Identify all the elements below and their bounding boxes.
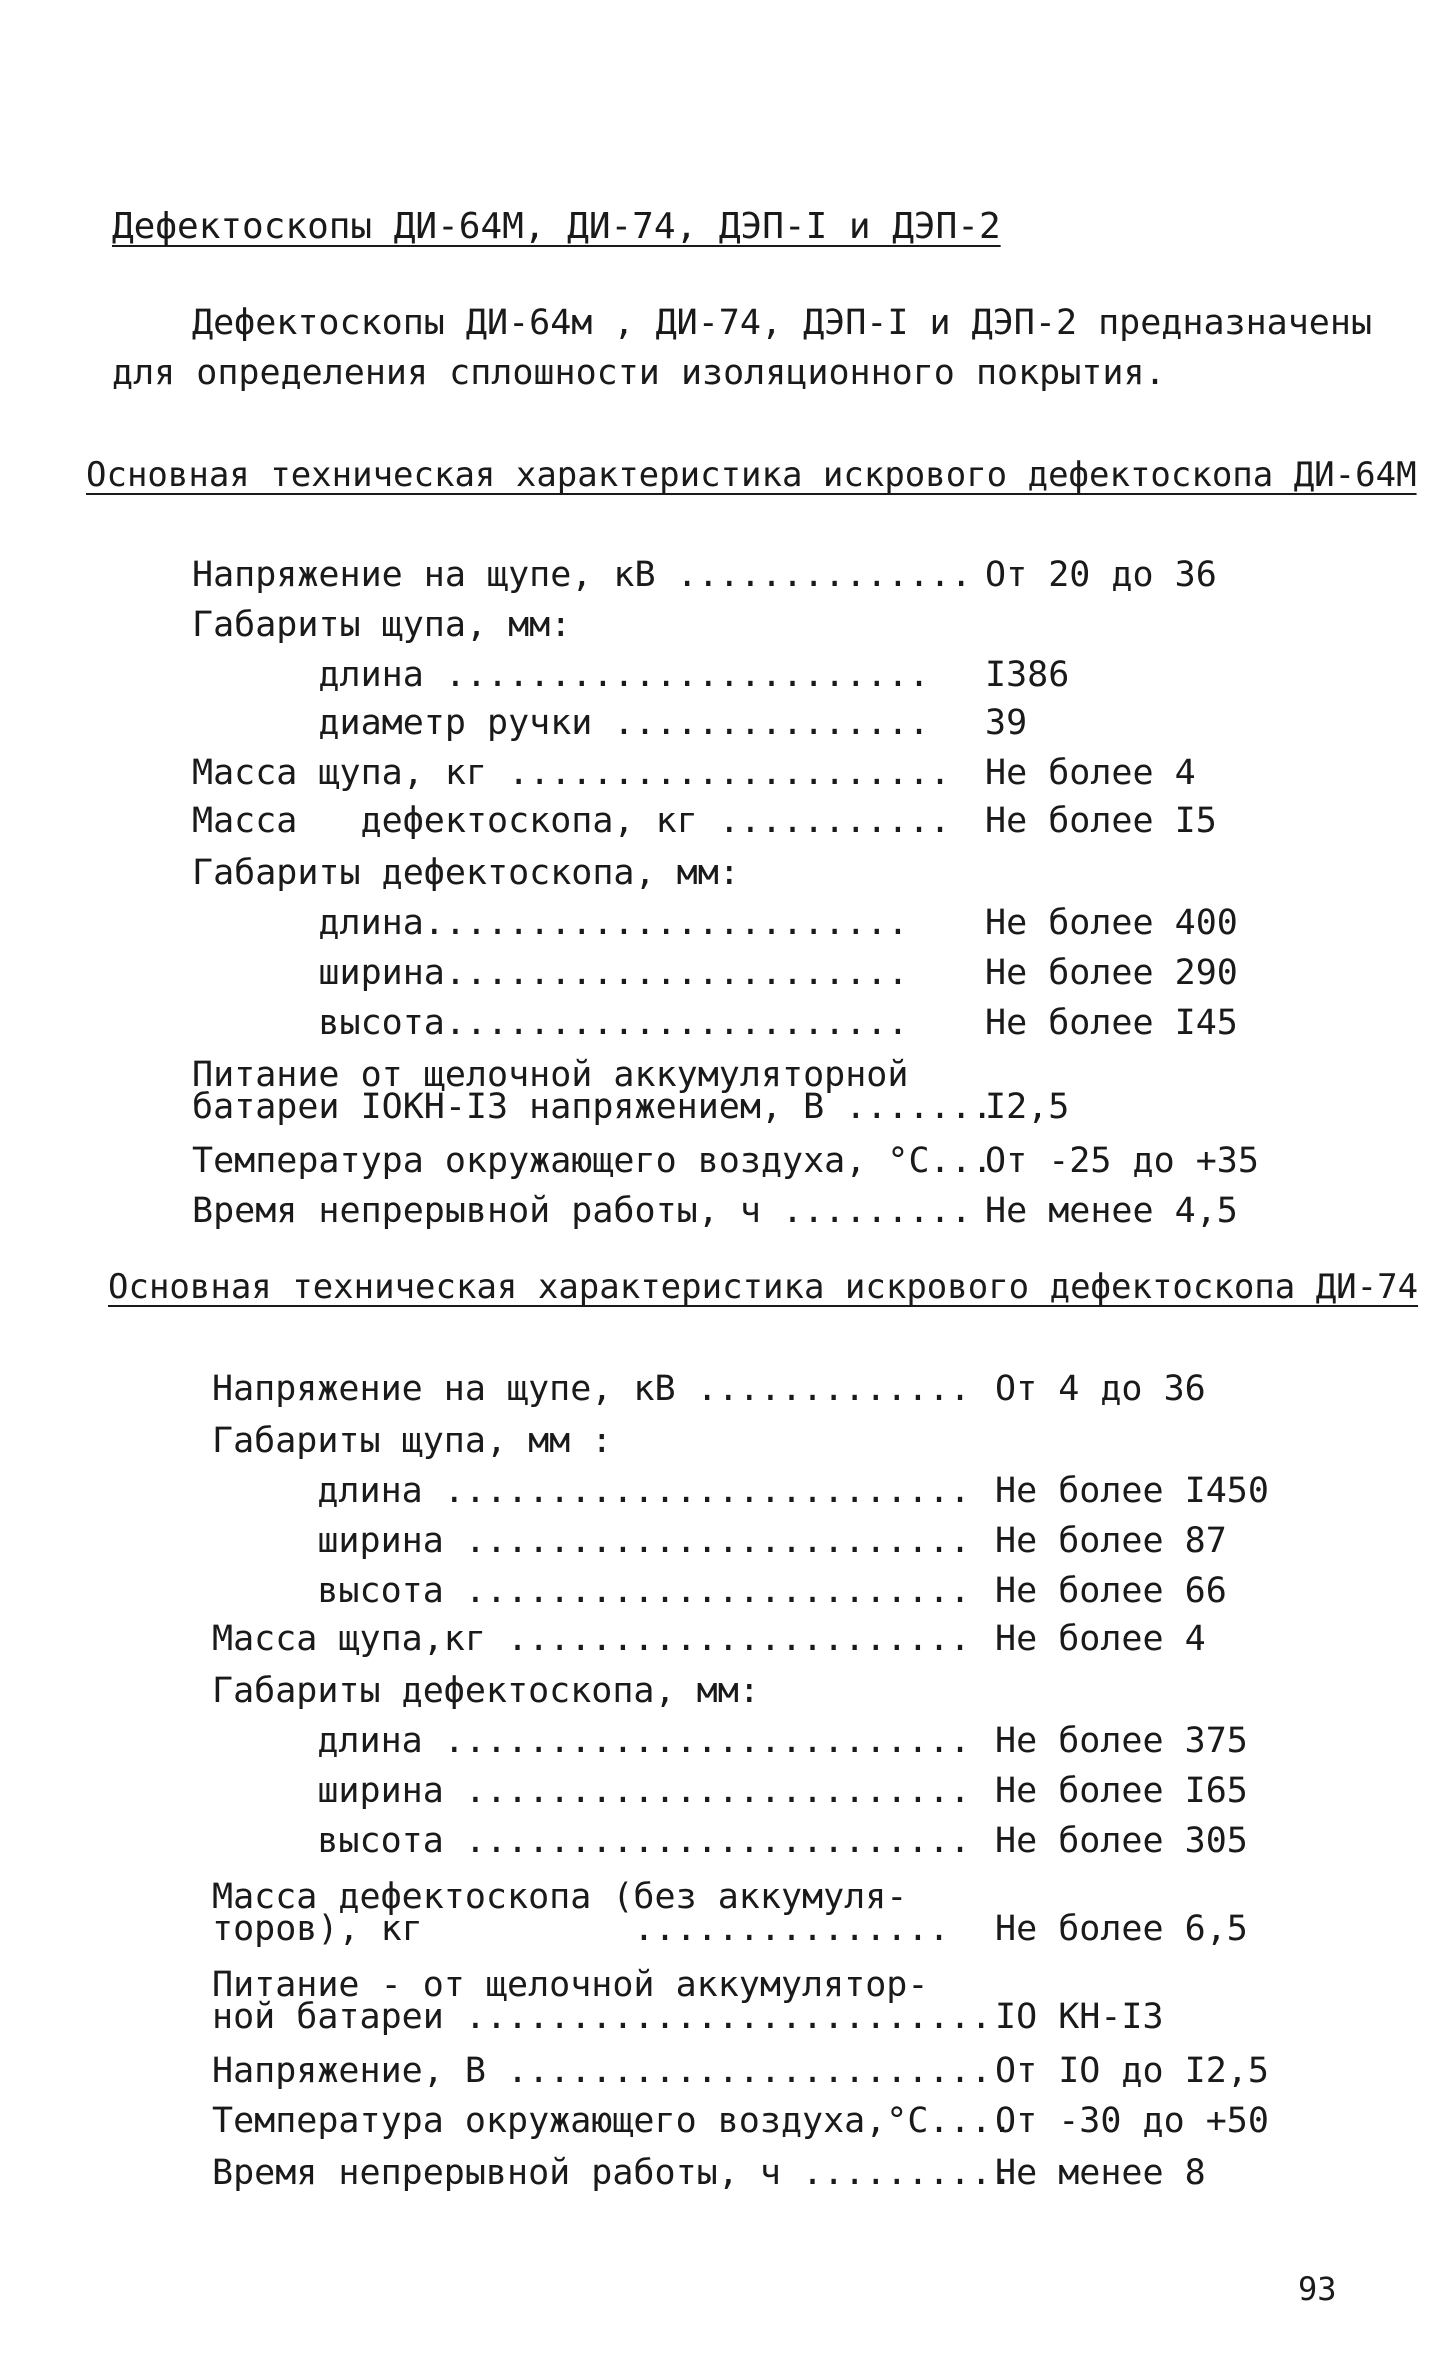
spec-value: I386 (985, 655, 1070, 695)
spec-row (212, 2148, 1206, 2198)
spec-value: Не более 375 (995, 1721, 1248, 1761)
spec-row (192, 650, 1070, 700)
spec-value: От -25 до +35 (985, 1141, 1259, 1181)
spec-row (192, 600, 571, 650)
spec-label: Время непрерывной работы, ч .......... (212, 2153, 1013, 2193)
spec-value: Не более I65 (995, 1771, 1248, 1811)
spec-label: Масса щупа,кг ...................... (212, 1619, 971, 1659)
spec-label: Масса дефектоскопа (без аккумуля- (212, 1877, 908, 1917)
spec-label: Время непрерывной работы, ч ......... (192, 1191, 972, 1231)
intro-line-2: для определения сплошности изоляционного покрытия. (112, 353, 1166, 393)
spec-label: Габариты дефектоскопа, мм: (192, 853, 740, 893)
spec-row (212, 1766, 1248, 1816)
spec-value: Не менее 8 (995, 2153, 1206, 2193)
spec-value: Не более I45 (985, 1003, 1238, 1043)
spec-label: ширина ........................ (212, 1521, 971, 1561)
spec-label: высота ........................ (212, 1821, 971, 1861)
intro-paragraph (112, 298, 1372, 398)
spec-label: ширина...................... (192, 953, 909, 993)
spec-row (192, 698, 1028, 748)
spec-row (212, 1716, 1248, 1766)
spec-value: IO КН-I3 (995, 1997, 1164, 2037)
spec-value: От 4 до 36 (995, 1369, 1206, 1409)
spec-label: Температура окружающего воздуха,°С.... (212, 2101, 1013, 2141)
spec-row (192, 998, 1238, 1048)
spec-row (192, 1082, 1070, 1132)
spec-label: длина....................... (192, 903, 909, 943)
spec-label: высота ........................ (212, 1571, 971, 1611)
spec-value: I2,5 (985, 1087, 1070, 1127)
spec-value: От -30 до +50 (995, 2101, 1269, 2141)
spec-row (212, 1992, 1164, 2042)
spec-row (212, 1566, 1227, 1616)
spec-row (212, 2096, 1269, 2146)
intro-line-1: Дефектоскопы ДИ-64м , ДИ-74, ДЭП-I и ДЭП-2 предназначены (192, 303, 1373, 343)
spec-value: Не менее 4,5 (985, 1191, 1238, 1231)
spec-row (212, 1516, 1227, 1566)
spec-row (192, 848, 740, 898)
spec-row (212, 1816, 1248, 1866)
spec-label: Напряжение на щупе, кВ ............. (212, 1369, 971, 1409)
spec-value: Не более 4 (995, 1619, 1206, 1659)
spec-label: Питание - от щелочной аккумулятор- (212, 1965, 929, 2005)
spec-row (212, 1904, 1248, 1954)
document-title: Дефектоскопы ДИ-64М, ДИ-74, ДЭП-I и ДЭП-2 (112, 206, 1001, 247)
spec-label: Напряжение, В ....................... (212, 2051, 992, 2091)
spec-label: длина ......................... (212, 1471, 971, 1511)
spec-row (192, 898, 1238, 948)
spec-row (212, 1466, 1269, 1516)
section2-heading: Основная техническая характеристика искрового дефектоскопа ДИ-74 (108, 1267, 1419, 1307)
spec-label: ширина ........................ (212, 1771, 971, 1811)
spec-label: Габариты щупа, мм: (192, 605, 572, 645)
spec-value: 39 (985, 703, 1028, 743)
spec-row (212, 2046, 1269, 2096)
spec-label: Температура окружающего воздуха, °С... (192, 1141, 993, 1181)
spec-row (192, 550, 1217, 600)
spec-value: Не более 87 (995, 1521, 1227, 1561)
spec-value: От IO до I2,5 (995, 2051, 1269, 2091)
spec-label: Габариты дефектоскопа, мм: (212, 1671, 760, 1711)
spec-label: Масса дефектоскопа, кг ........... (192, 801, 951, 841)
spec-value: От 20 до 36 (985, 555, 1217, 595)
spec-value: Не более I5 (985, 801, 1217, 841)
spec-row (212, 1614, 1206, 1664)
spec-label: Габариты щупа, мм : (212, 1421, 613, 1461)
spec-row (192, 1136, 1259, 1186)
section1-heading: Основная техническая характеристика искрового дефектоскопа ДИ-64М (86, 455, 1417, 495)
spec-label: батареи IOКН-I3 напряжением, В ....... (192, 1087, 993, 1127)
spec-label: диаметр ручки ............... (192, 703, 930, 743)
spec-label: длина ....................... (192, 655, 930, 695)
spec-value: Не более 66 (995, 1571, 1227, 1611)
spec-row (212, 1416, 612, 1466)
page-number: 93 (1298, 2270, 1337, 2308)
spec-row (192, 748, 1196, 798)
spec-row (192, 796, 1217, 846)
spec-value: Не более 6,5 (995, 1909, 1248, 1949)
spec-label: длина ......................... (212, 1721, 971, 1761)
spec-value: Не более 4 (985, 753, 1196, 793)
spec-value: Не более 400 (985, 903, 1238, 943)
spec-label: Питание от щелочной аккумуляторной (192, 1055, 909, 1095)
spec-label: ной батареи ......................... (212, 1997, 992, 2037)
spec-label: Масса щупа, кг ..................... (192, 753, 951, 793)
spec-value: Не более 290 (985, 953, 1238, 993)
spec-row (192, 1186, 1238, 1236)
spec-row (192, 948, 1238, 998)
spec-row (212, 1364, 1206, 1414)
spec-value: Не более 305 (995, 1821, 1248, 1861)
spec-label: торов), кг ............... (212, 1909, 950, 1949)
spec-label: Напряжение на щупе, кВ .............. (192, 555, 972, 595)
spec-value: Не более I450 (995, 1471, 1269, 1511)
spec-label: высота...................... (192, 1003, 909, 1043)
spec-row (212, 1666, 760, 1716)
